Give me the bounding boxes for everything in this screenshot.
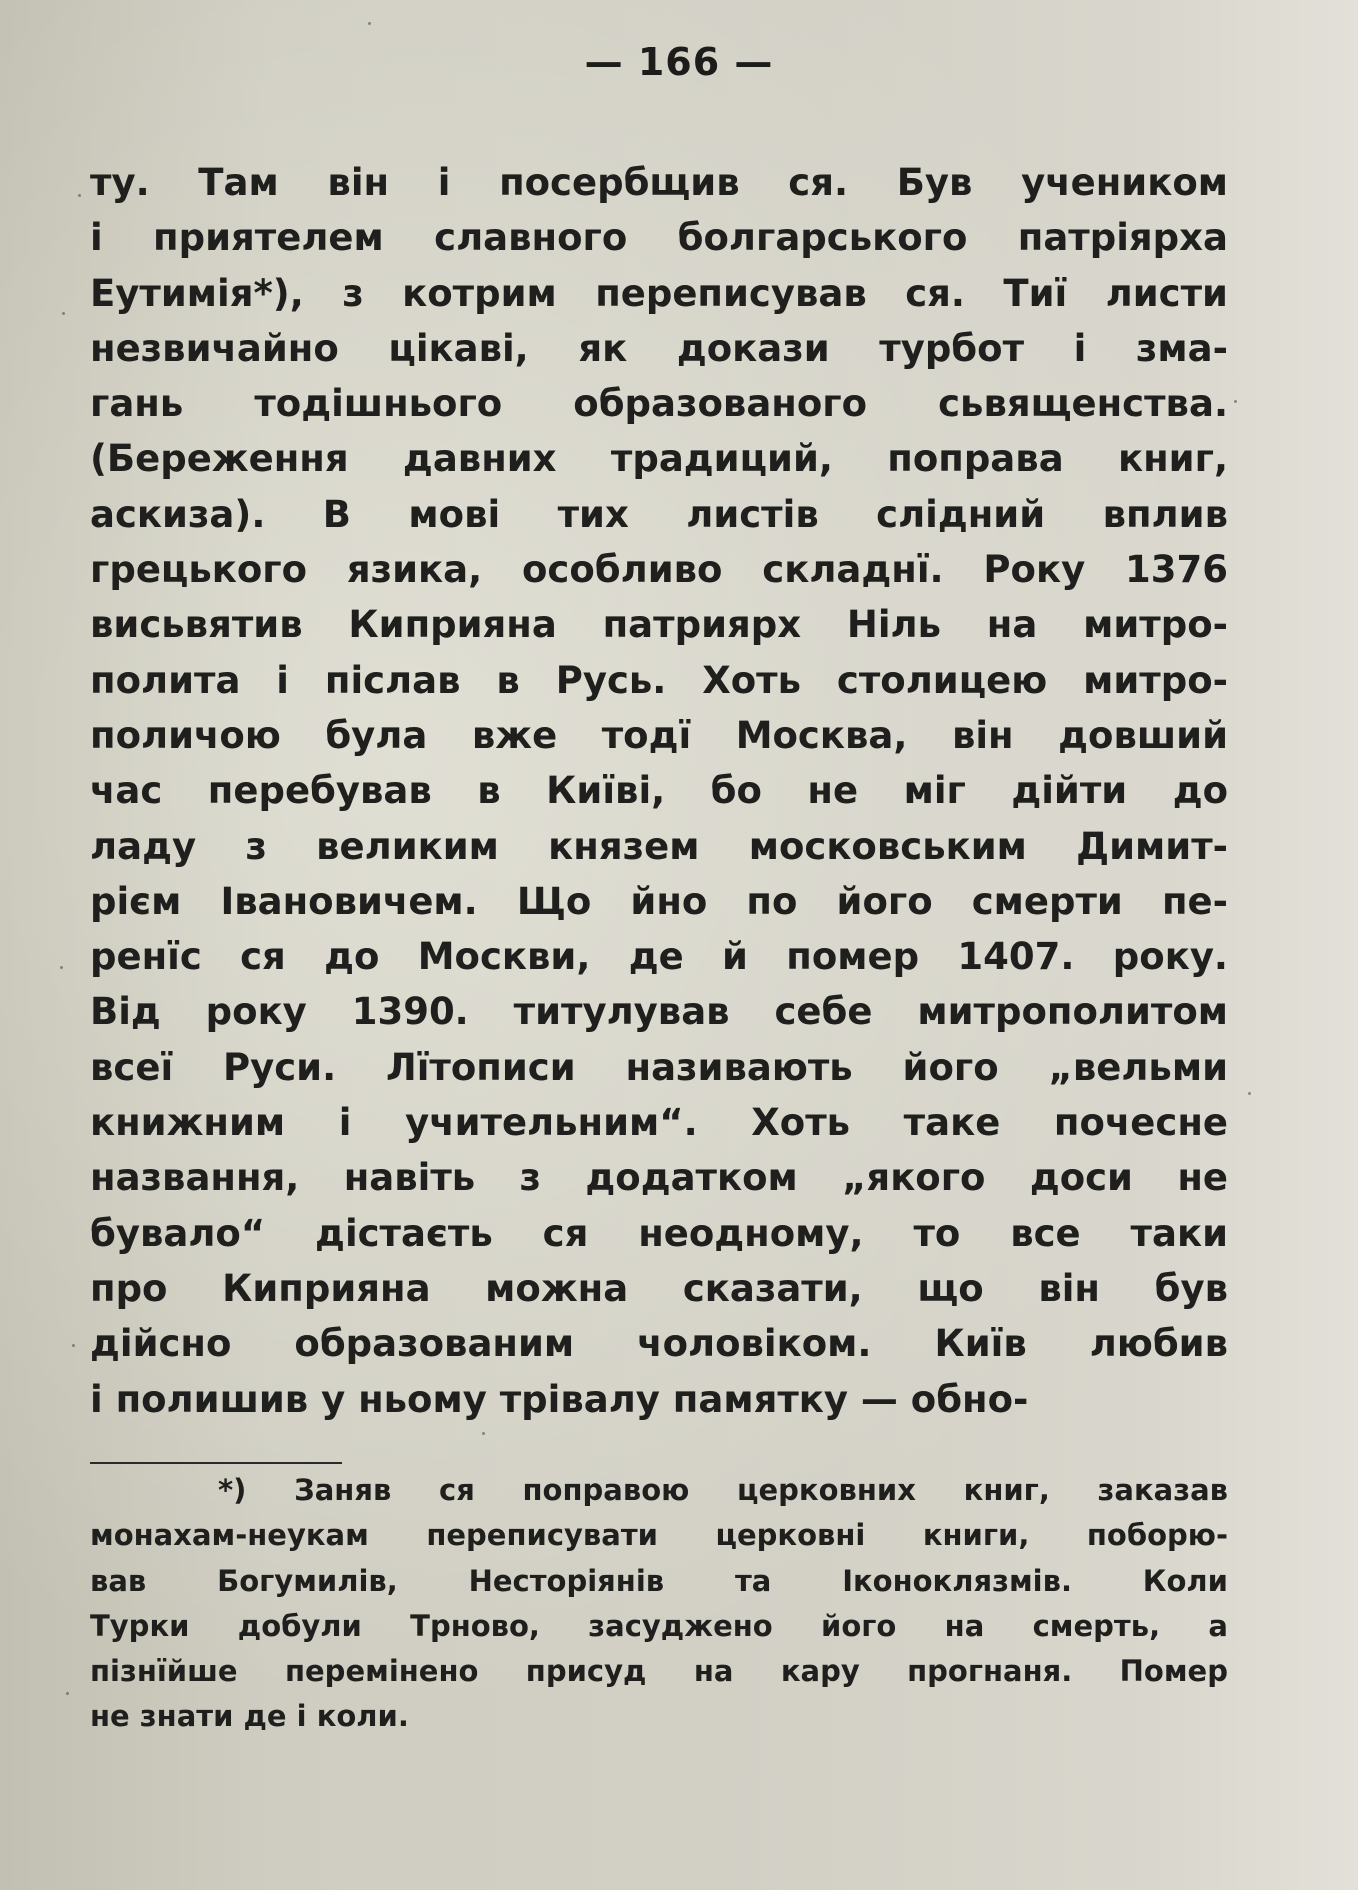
text-line: про Киприяна можна сказати, що він був	[90, 1266, 1228, 1310]
text-line: всеї Руси. Лїтописи називають його „вельми	[90, 1045, 1228, 1089]
body-text	[90, 155, 1228, 1427]
text-line: Еутимія*), з котрим переписував ся. Тиї листи	[90, 271, 1228, 315]
page-number: — 166 —	[584, 40, 774, 84]
footnote-line: не знати де і коли.	[90, 1699, 409, 1734]
text-line: грецького язика, особливо складнї. Року 1376	[90, 548, 1228, 592]
text-line: і полишив у ньому трівалу памятку — обно-	[90, 1377, 1029, 1421]
print-speck	[1234, 400, 1237, 403]
text-line: поличою була вже тодї Москва, він довший	[90, 713, 1228, 757]
text-line: бувало“ дістаєть ся неодному, то все таки	[90, 1211, 1228, 1255]
text-line: дійсно образованим чоловіком. Київ любив	[90, 1322, 1228, 1366]
print-speck	[66, 1692, 69, 1695]
print-speck	[78, 194, 81, 197]
footnote-line: Турки добули Трново, засуджено його на смерть, а	[90, 1608, 1228, 1643]
footnote-divider	[90, 1462, 342, 1464]
text-line: книжним і учительним“. Хоть таке почесне	[90, 1101, 1228, 1145]
text-line: незвичайно цікаві, як докази турбот і зма-	[90, 326, 1228, 370]
print-speck	[62, 312, 65, 315]
text-line: ренїс ся до Москви, де й помер 1407. року.	[90, 935, 1228, 979]
text-line: час перебував в Київі, бо не міг дійти до	[90, 769, 1228, 813]
print-speck	[1248, 1092, 1251, 1095]
print-speck	[482, 1432, 485, 1435]
footnote-line: монахам-неукам переписувати церковні книги, поборю-	[90, 1518, 1228, 1553]
footnote-line: вав Богумилів, Несторіянів та Іконоклязмів. Коли	[90, 1563, 1228, 1598]
print-speck	[368, 22, 371, 25]
text-line: гань тодішнього образованого сьвященства.	[90, 382, 1228, 426]
text-line: Від року 1390. титулував себе митрополитом	[90, 990, 1228, 1034]
text-line: названня, навіть з додатком „якого доси не	[90, 1156, 1228, 1200]
text-line: полита і післав в Русь. Хоть столицею митро-	[90, 658, 1228, 702]
text-line: висьвятив Киприяна патриярх Ніль на митро-	[90, 603, 1228, 647]
footnote-line: пізнїйше перемінено присуд на кару прогнаня. Помер	[90, 1654, 1228, 1689]
footnote	[90, 1468, 1228, 1740]
text-line: рієм Івановичем. Що йно по його смерти пе-	[90, 879, 1228, 923]
text-line: ладу з великим князем московським Димит-	[90, 824, 1228, 868]
footnote-line: *) Заняв ся поправою церковних книг, заказав	[218, 1473, 1228, 1507]
print-speck	[72, 1344, 75, 1347]
print-speck	[60, 966, 63, 969]
text-line: і приятелем славного болгарського патріярха	[90, 216, 1228, 260]
text-line: аскиза). В мові тих листів слідний вплив	[90, 492, 1228, 536]
text-line: (Береження давних традиций, поправа книг,	[90, 437, 1228, 481]
text-line: ту. Там він і посербщив ся. Був учеником	[90, 161, 1228, 204]
